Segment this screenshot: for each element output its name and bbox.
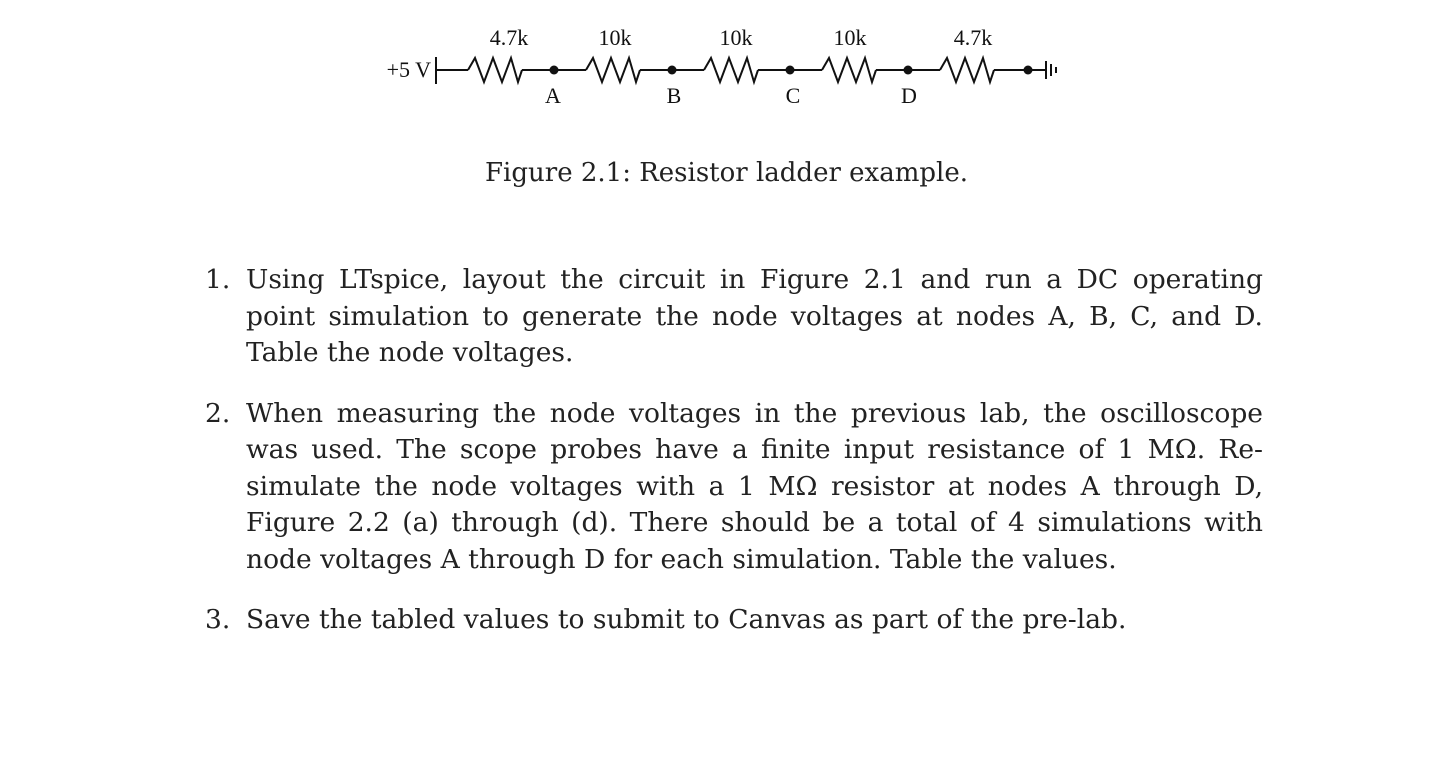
resistor-r4-label: 10k — [833, 25, 867, 50]
node-b-label: B — [666, 83, 682, 108]
resistor-r3-zigzag — [704, 58, 758, 82]
node-d-label: D — [901, 83, 917, 108]
resistor-r1-label: 4.7k — [489, 25, 529, 50]
node-a-dot — [550, 66, 559, 75]
list-item — [205, 602, 1263, 639]
node-b-dot — [668, 66, 677, 75]
item-number: 3. — [205, 604, 231, 635]
resistor-ladder-figure — [0, 0, 1453, 130]
node-c-label: C — [785, 83, 801, 108]
resistor-r5-label: 4.7k — [953, 25, 993, 50]
figure-caption: Figure 2.1: Resistor ladder example. — [485, 158, 968, 188]
node-a-label: A — [545, 83, 561, 108]
list-item — [205, 262, 1263, 372]
item-text: Save the tabled values to submit to Canvas as part of the pre-lab. — [246, 604, 1127, 635]
resistor-r1-zigzag — [468, 58, 522, 82]
ground-icon — [1046, 61, 1056, 79]
resistor-r2-label: 10k — [598, 25, 632, 50]
item-text: Using LTspice, layout the circuit in Figure 2.1 and run a DC operating point simulation to generate the node voltages at nodes A, B, C, and D. Table the node voltages. — [246, 264, 1263, 368]
supply-label: +5 V — [386, 57, 431, 82]
node-d-dot — [904, 66, 913, 75]
list-item — [205, 396, 1263, 579]
ground-node-dot — [1024, 66, 1033, 75]
item-number: 1. — [205, 264, 231, 295]
resistor-r3-label: 10k — [719, 25, 753, 50]
resistor-r2-zigzag — [586, 58, 640, 82]
item-text: When measuring the node voltages in the previous lab, the oscilloscope was used. The scope probes have a finite input resistance of 1 MΩ. Re-simulate the node voltages with a 1 MΩ resistor at nodes A through D, Figure 2.2 (a) through (d). There should be a total of 4 simulations with node voltages A through D for each simulation. Table the values. — [246, 397, 1263, 575]
item-number: 2. — [205, 397, 231, 429]
resistor-r4-zigzag — [822, 58, 876, 82]
instruction-list — [205, 262, 1263, 639]
resistor-r5-zigzag — [940, 58, 994, 82]
node-c-dot — [786, 66, 795, 75]
